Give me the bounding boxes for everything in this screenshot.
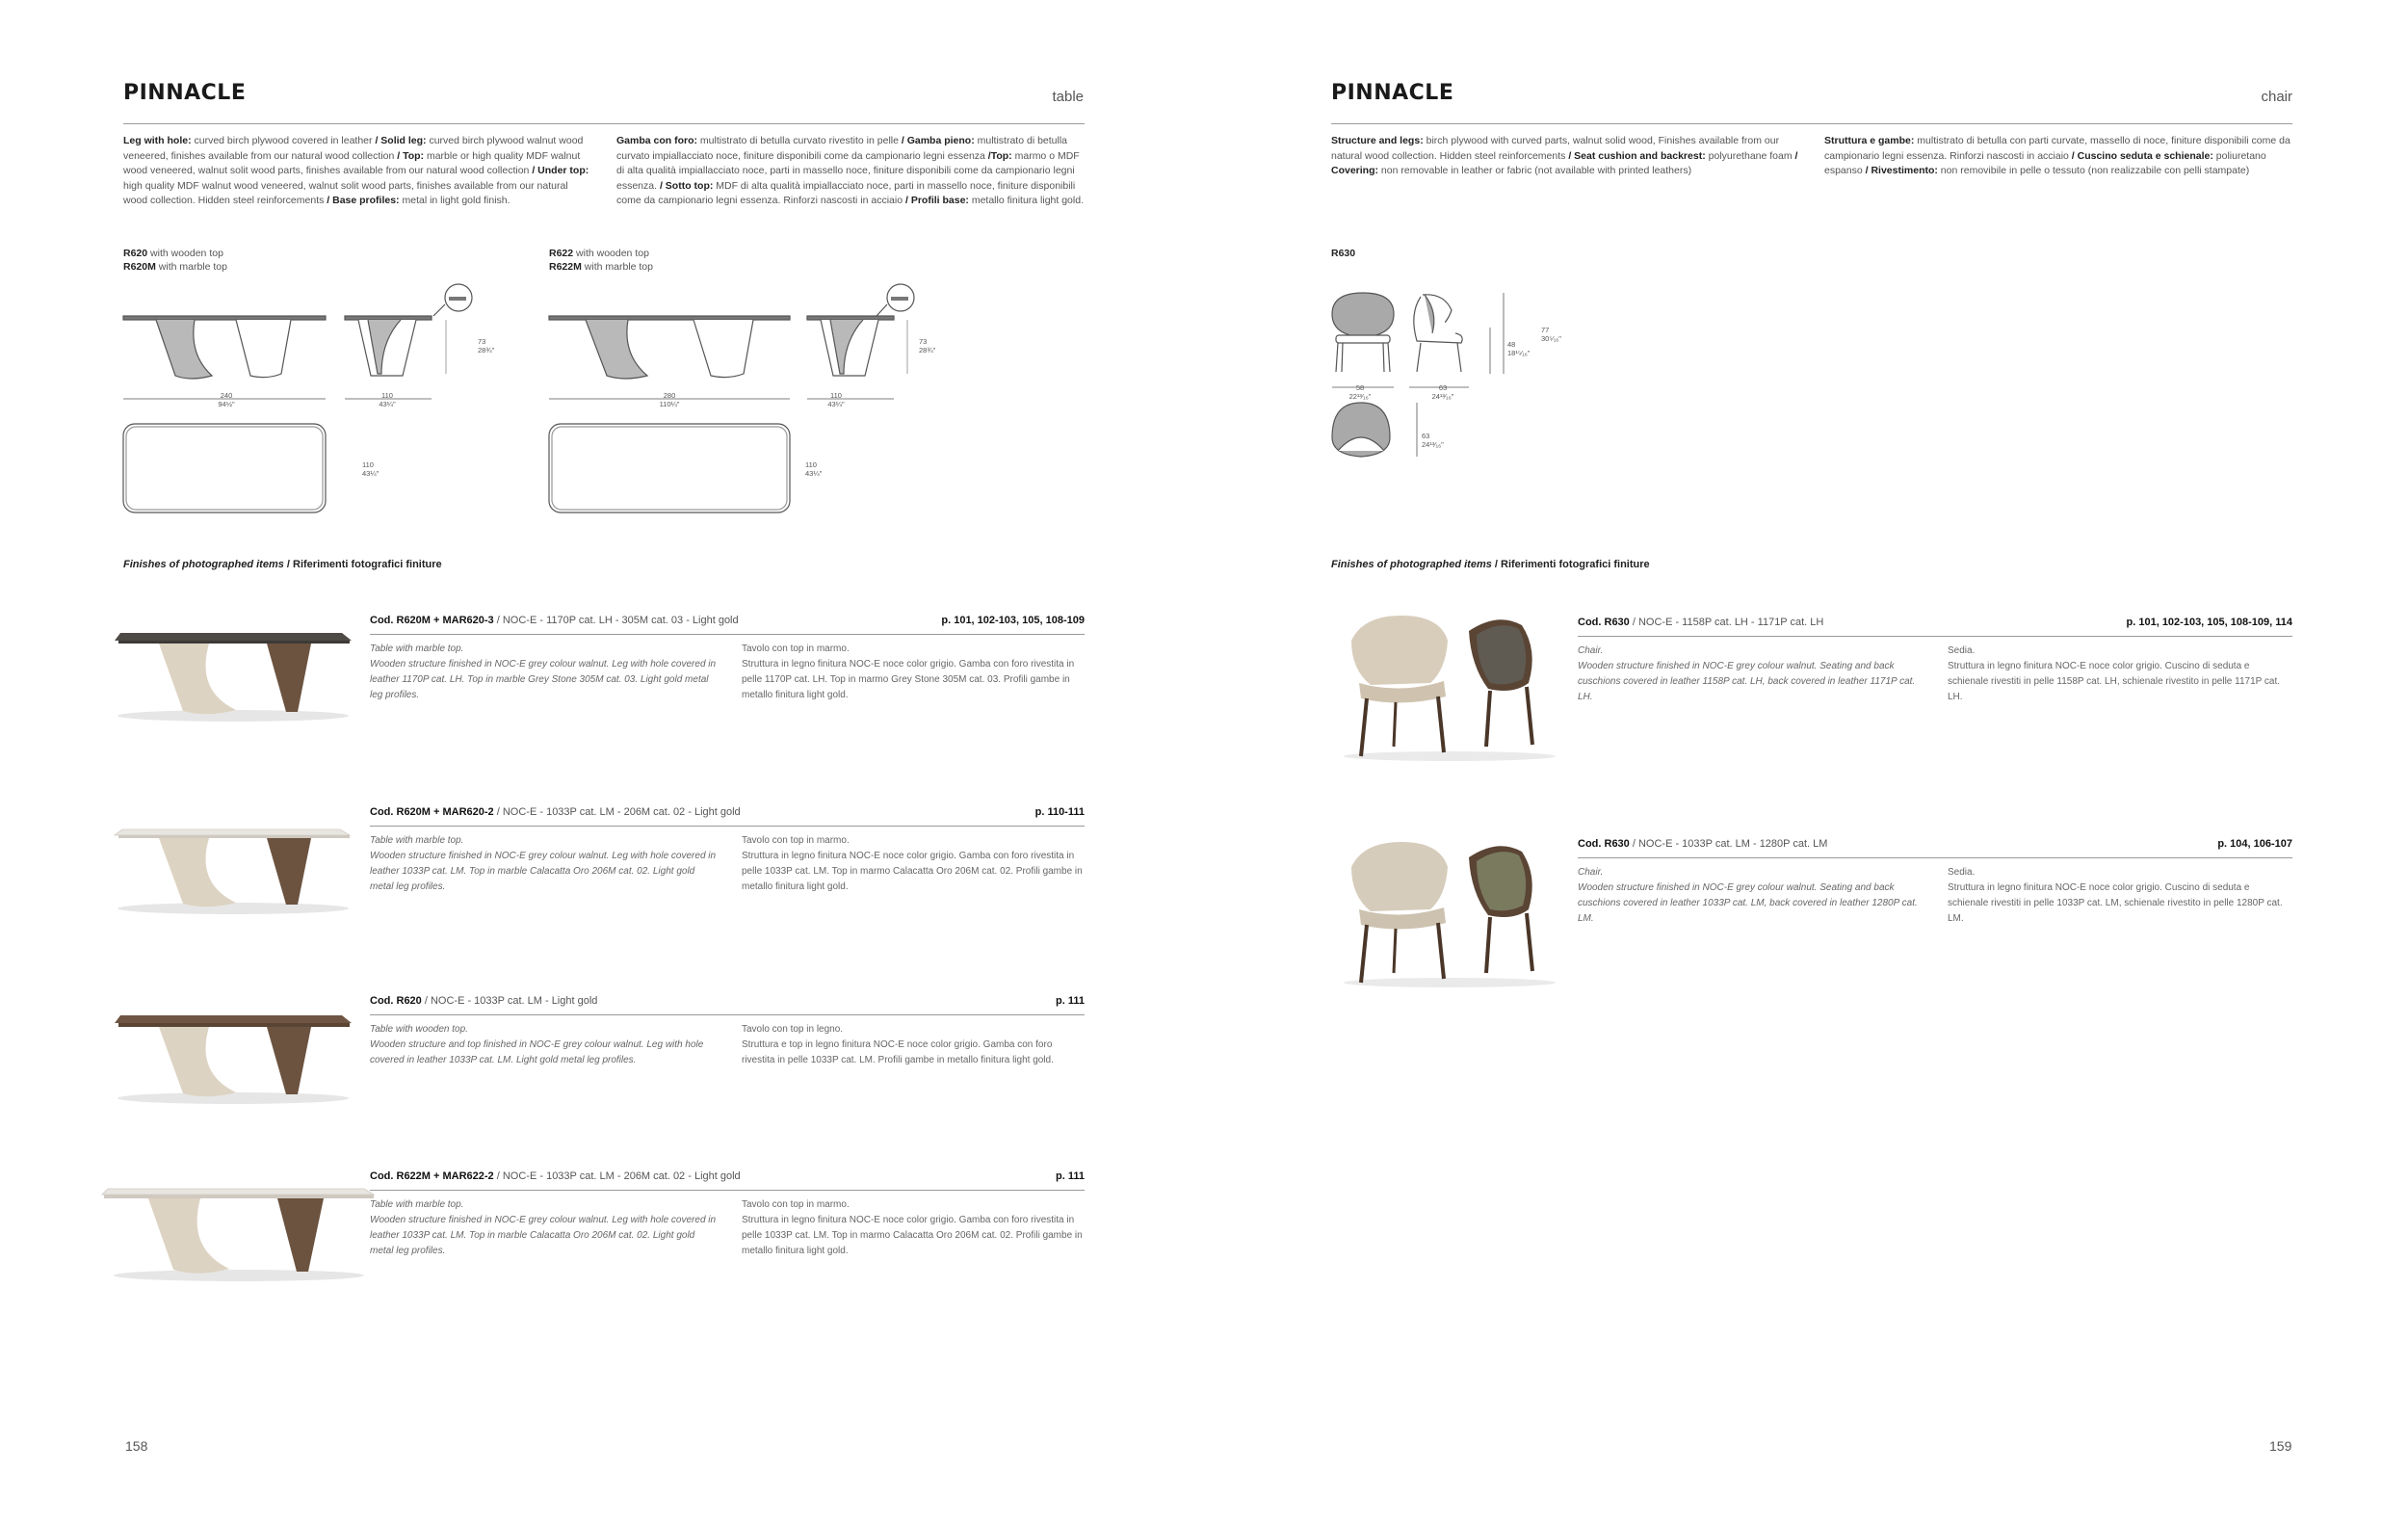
description-text: marble or high quality MDF walnut wood veneered, walnut solit wood parts, finishes available from our natural wood collection xyxy=(123,149,581,176)
finish-title-en: Table with marble top. xyxy=(370,644,464,654)
finish-code xyxy=(370,1170,741,1182)
title-rule-left xyxy=(123,123,1085,124)
description-term: / Base profiles: xyxy=(327,195,400,206)
finish-body-en: Wooden structure and top finished in NOC-E grey colour walnut. Leg with hole covered in leather 1033P cat. LM. Light gold metal leg profiles. xyxy=(370,1039,704,1065)
finish-title-it: Sedia. xyxy=(1948,867,1976,878)
description-it-left xyxy=(616,134,1085,209)
description-text: birch plywood with curved parts, walnut solid wood, Finishes available from our natural wood collection. Hidden steel reinforcements xyxy=(1331,135,1780,162)
description-text: metallo finitura light gold. xyxy=(968,195,1084,206)
description-term: /Top: xyxy=(987,149,1012,162)
dim-seat-height: 48 18¹⁵⁄₁₆" xyxy=(1507,340,1531,357)
finish-code xyxy=(370,615,739,626)
finish-pages: p. 111 xyxy=(1056,995,1085,1007)
table-photo-3 xyxy=(101,1002,366,1108)
finish-title-en: Table with marble top. xyxy=(370,1199,464,1210)
finish-spec: / NOC-E - 1170P cat. LH - 305M cat. 03 - Light gold xyxy=(493,615,739,626)
model-code: R622M xyxy=(549,261,582,273)
description-term: Gamba con foro: xyxy=(616,135,698,146)
dim-length: 280 110¼" xyxy=(659,391,680,408)
chair-photo-1 xyxy=(1324,602,1575,766)
finish-title-it: Tavolo con top in marmo. xyxy=(742,644,850,654)
description-text: non removibile in pelle o tessuto (non realizzabile con pelli stampate) xyxy=(1937,165,2250,176)
finish-body-en: Wooden structure finished in NOC-E grey colour walnut. Leg with hole covered in leather 1170P cat. LH. Top in marble Grey Stone 305M cat. 03. Light gold metal leg profiles. xyxy=(370,659,717,700)
model-desc: with marble top xyxy=(155,261,227,273)
table-photo-4 xyxy=(94,1175,383,1286)
model-desc: with wooden top xyxy=(147,248,223,259)
finish-pages: p. 101, 102-103, 105, 108-109, 114 xyxy=(2126,617,2292,628)
description-term: / Seat cushion and backrest: xyxy=(1568,149,1706,162)
finish-rule xyxy=(1578,857,2292,858)
description-term: / Rivestimento: xyxy=(1865,165,1938,176)
finish-title-en: Chair. xyxy=(1578,867,1604,878)
finish-text-en xyxy=(1578,644,1926,705)
description-text: curved birch plywood walnut wood veneered, finishes available from our natural wood collection xyxy=(123,135,584,162)
finish-code xyxy=(1578,838,1827,850)
finish-text-en xyxy=(1578,865,1926,927)
finish-text-en xyxy=(370,833,720,895)
dim-plan-width: 110 43¼" xyxy=(362,460,380,478)
finish-body-it: Struttura in legno finitura NOC-E noce color grigio. Gamba con foro rivestita in pelle 1033P cat. LM. Top in marmo Calacatta Oro 206M cat. 02. Profili gambe in metallo finitura light gold. xyxy=(742,851,1083,892)
model-b-labels xyxy=(549,247,653,274)
dim-width: 110 43¼" xyxy=(827,391,845,408)
page-number-left: 158 xyxy=(125,1438,148,1454)
finish-code-id: Cod. R620 xyxy=(370,995,422,1007)
finish-body-en: Wooden structure finished in NOC-E grey colour walnut. Leg with hole covered in leather 1033P cat. LM. Top in marble Calacatta Oro 206M cat. 02. Light gold metal leg profiles. xyxy=(370,851,717,892)
dim-height: 73 28¾" xyxy=(919,337,936,355)
description-term: / Top: xyxy=(397,149,425,162)
description-text: multistrato di betulla curvato impiallacciato noce, finiture disponibili come da campionario legni essenza xyxy=(616,135,1068,162)
finish-body-it: Struttura in legno finitura NOC-E noce color grigio. Cuscino di seduta e schienale rivestiti in pelle 1158P cat. LH, schienale rivestito in pelle 1171P cat. LH. xyxy=(1948,661,2281,702)
finish-spec: / NOC-E - 1033P cat. LM - Light gold xyxy=(421,995,598,1007)
finish-title-it: Sedia. xyxy=(1948,645,1976,656)
title-rule-right xyxy=(1331,123,2292,124)
description-text: curved birch plywood covered in leather xyxy=(191,135,376,146)
description-text: MDF di alta qualità impiallacciato noce, parti in massello noce, finiture disponibili come da campionario legni essenza. Rinforzi nascosti in acciaio xyxy=(616,179,1076,206)
finish-title-en: Table with marble top. xyxy=(370,835,464,846)
description-it-right xyxy=(1824,134,2292,179)
description-term: Leg with hole: xyxy=(123,135,192,146)
finish-rule xyxy=(1578,636,2292,637)
page-number-right: 159 xyxy=(2269,1438,2292,1454)
finish-text-it xyxy=(1948,865,2292,927)
chair-photo-2 xyxy=(1324,828,1575,992)
description-term: / Under top: xyxy=(532,165,589,176)
finish-text-it xyxy=(1948,644,2292,705)
description-text: multistrato di betulla curvato rivestito in pelle xyxy=(697,135,902,146)
finishes-heading-left: Finishes of photographed items / Riferimenti fotografici finiture xyxy=(123,559,442,570)
finish-title-en: Table with wooden top. xyxy=(370,1024,468,1035)
description-text: polyurethane foam xyxy=(1705,149,1795,162)
finish-spec: / NOC-E - 1158P cat. LH - 1171P cat. LH xyxy=(1629,617,1824,628)
description-text: marmo o MDF di alta qualità impiallacciato noce, parti in massello noce, finiture disponibili come da campionario legni essenza. xyxy=(616,149,1080,192)
model-desc: with wooden top xyxy=(573,248,649,259)
finish-text-it xyxy=(742,642,1085,703)
dim-chair-height: 77 30⁵⁄₁₆" xyxy=(1541,326,1561,343)
description-term: Structure and legs: xyxy=(1331,135,1424,146)
dim-plan-depth: 63 24¹³⁄₁₆" xyxy=(1422,432,1444,449)
finish-code xyxy=(370,995,597,1007)
dim-length: 240 94½" xyxy=(218,391,235,408)
model-code: R622 xyxy=(549,248,574,259)
model-code: R620M xyxy=(123,261,156,273)
description-text: high quality MDF walnut wood veneered, walnut solit wood parts, finishes available from our natural wood collection. Hidden steel reinforcements xyxy=(123,179,568,206)
page-subtitle-right: chair xyxy=(2261,89,2292,105)
finish-rule xyxy=(370,1190,1085,1191)
description-text: non removable in leather or fabric (not available with printed leathers) xyxy=(1378,165,1692,176)
description-term: / Cuscino seduta e schienale: xyxy=(2071,149,2213,162)
finish-text-en xyxy=(370,1197,720,1259)
finish-code-id: Cod. R620M + MAR620-3 xyxy=(370,615,494,626)
description-term: / Sotto top: xyxy=(659,179,714,192)
dim-chair-depth: 63 24¹³⁄₁₆" xyxy=(1431,383,1454,401)
finish-pages: p. 110-111 xyxy=(1034,806,1085,818)
finish-pages: p. 101, 102-103, 105, 108-109 xyxy=(941,615,1085,626)
description-text: metal in light gold finish. xyxy=(399,195,510,206)
finish-code-id: Cod. R622M + MAR622-2 xyxy=(370,1170,494,1182)
description-en-left xyxy=(123,134,593,209)
model-a-labels xyxy=(123,247,227,274)
finish-body-it: Struttura in legno finitura NOC-E noce color grigio. Gamba con foro rivestita in pelle 1170P cat. LH. Top in marmo Grey Stone 305M cat. 03. Profili gambe in metallo finitura light gold. xyxy=(742,659,1075,700)
finish-rule xyxy=(370,1014,1085,1015)
finish-spec: / NOC-E - 1033P cat. LM - 206M cat. 02 - Light gold xyxy=(493,806,741,818)
finish-title-it: Tavolo con top in marmo. xyxy=(742,1199,850,1210)
description-text: poliuretano espanso xyxy=(1824,149,2266,176)
finish-pages: p. 104, 106-107 xyxy=(2217,838,2292,850)
page-title-right: PINNACLE xyxy=(1331,81,1454,105)
description-term: / Covering: xyxy=(1331,149,1798,176)
finish-body-it: Struttura in legno finitura NOC-E noce color grigio. Gamba con foro rivestita in pelle 1033P cat. LM. Top in marmo Calacatta Oro 206M cat. 02. Profili gambe in metallo finitura light gold. xyxy=(742,1215,1083,1256)
finish-spec: / NOC-E - 1033P cat. LM - 1280P cat. LM xyxy=(1629,838,1828,850)
finish-text-it xyxy=(742,833,1085,895)
finish-body-en: Wooden structure finished in NOC-E grey colour walnut. Seating and back cuschions covered in leather 1033P cat. LM, back covered in leather 1280P cat. LM. xyxy=(1578,882,1918,924)
finish-body-en: Wooden structure finished in NOC-E grey colour walnut. Leg with hole covered in leather 1033P cat. LM. Top in marble Calacatta Oro 206M cat. 02. Light gold metal leg profiles. xyxy=(370,1215,717,1256)
finish-code-id: Cod. R630 xyxy=(1578,838,1630,850)
finishes-heading-right: Finishes of photographed items / Riferimenti fotografici finiture xyxy=(1331,559,1650,570)
finish-title-it: Tavolo con top in marmo. xyxy=(742,835,850,846)
description-text: multistrato di betulla con parti curvate, massello di noce, finiture disponibili come da campionario legni essenza. Rinforzi nascosti in acciaio xyxy=(1824,135,2290,162)
finish-code xyxy=(1578,617,1823,628)
table-photo-1 xyxy=(101,621,366,727)
finish-text-it xyxy=(742,1022,1085,1068)
description-term: / Solid leg: xyxy=(375,135,427,146)
description-term: / Gamba pieno: xyxy=(901,135,975,146)
finish-spec: / NOC-E - 1033P cat. LM - 206M cat. 02 - Light gold xyxy=(493,1170,741,1182)
finish-title-en: Chair. xyxy=(1578,645,1604,656)
finish-text-en xyxy=(370,642,720,703)
dim-width: 110 43¼" xyxy=(379,391,396,408)
description-en-right xyxy=(1331,134,1803,179)
finish-text-it xyxy=(742,1197,1085,1259)
finish-rule xyxy=(370,826,1085,827)
finish-body-it: Struttura in legno finitura NOC-E noce color grigio. Cuscino di seduta e schienale rivestiti in pelle 1033P cat. LM, schienale rivestito in pelle 1280P cat. LM. xyxy=(1948,882,2283,924)
dim-plan-width: 110 43¼" xyxy=(805,460,823,478)
finish-body-it: Struttura e top in legno finitura NOC-E noce color grigio. Gamba con foro rivestita in pelle 1033P cat. LM. Profili gambe in metallo finitura light gold. xyxy=(742,1039,1054,1065)
chair-technical-drawings xyxy=(1324,285,1575,478)
dim-chair-width: 58 22¹³⁄₁₆" xyxy=(1348,383,1372,401)
model-code: R620 xyxy=(123,248,148,259)
dim-height: 73 28¾" xyxy=(478,337,495,355)
finish-code xyxy=(370,806,741,818)
description-term: Struttura e gambe: xyxy=(1824,135,1915,146)
table-photo-2 xyxy=(101,814,366,920)
page-title-left: PINNACLE xyxy=(123,81,247,105)
finish-code-id: Cod. R620M + MAR620-2 xyxy=(370,806,494,818)
chair-model-label: R630 xyxy=(1331,248,1356,259)
finish-pages: p. 111 xyxy=(1056,1170,1085,1182)
page-subtitle-left: table xyxy=(1052,89,1084,105)
finish-body-en: Wooden structure finished in NOC-E grey colour walnut. Seating and back cuschions covered in leather 1158P cat. LH, back covered in leather 1171P cat. LH. xyxy=(1578,661,1916,702)
finish-code-id: Cod. R630 xyxy=(1578,617,1630,628)
finish-text-en xyxy=(370,1022,720,1068)
finish-rule xyxy=(370,634,1085,635)
finish-title-it: Tavolo con top in legno. xyxy=(742,1024,844,1035)
description-term: / Profili base: xyxy=(904,195,969,206)
model-desc: with marble top xyxy=(581,261,653,273)
